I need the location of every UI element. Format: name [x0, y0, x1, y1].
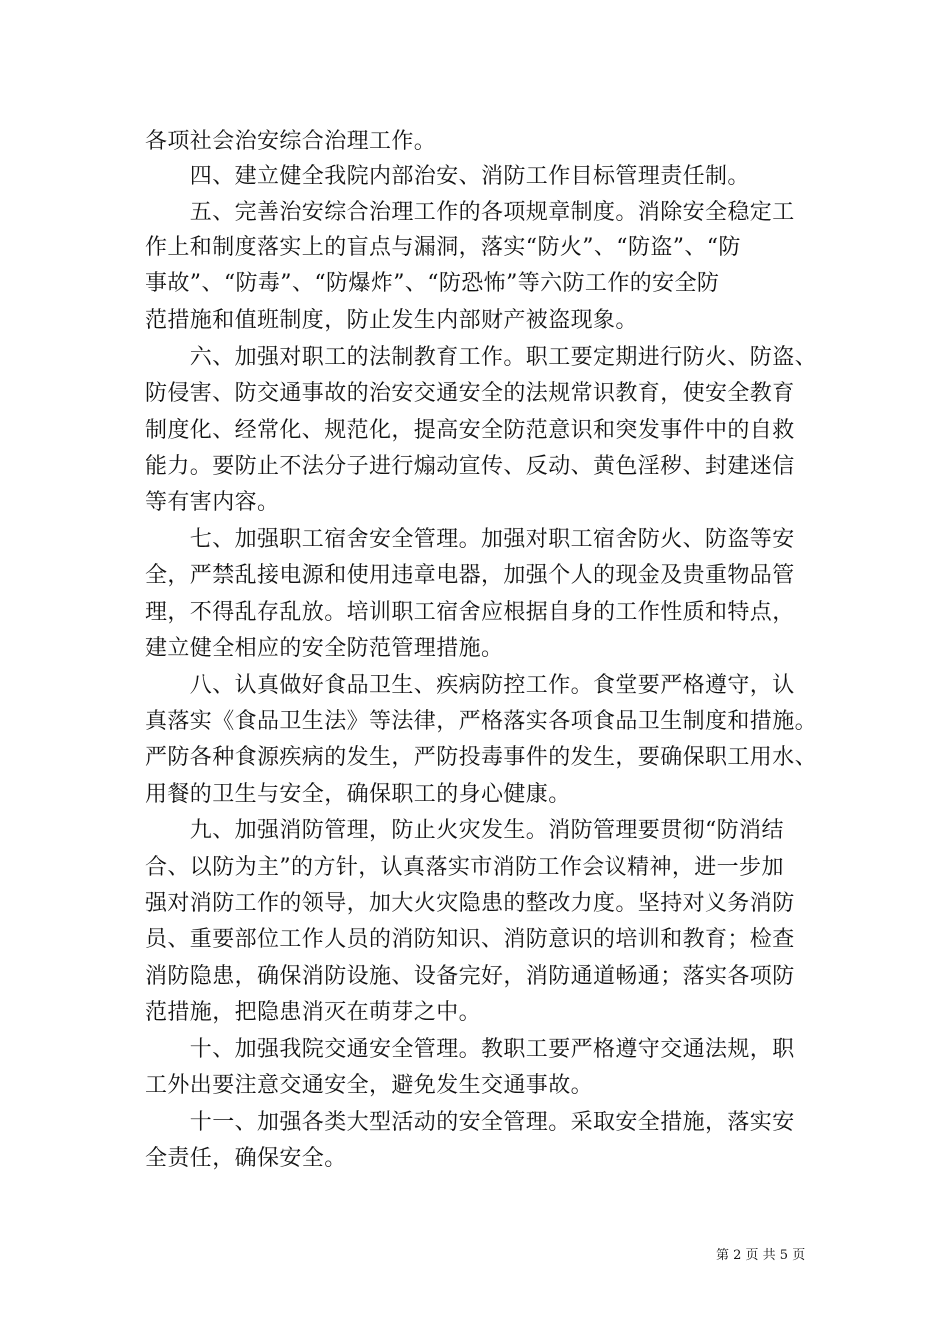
text-line: 范措施，把隐患消灭在萌芽之中。 — [145, 1000, 482, 1025]
text-line: 八、认真做好食品卫生、疾病防控工作。食堂要严格遵守，认 — [145, 673, 795, 698]
text-line: 十、加强我院交通安全管理。教职工要严格遵守交通法规，职 — [145, 1037, 795, 1062]
text-line: 消防隐患，确保消防设施、设备完好，消防通道畅通；落实各项防 — [145, 964, 795, 989]
text-line: 各项社会治安综合治理工作。 — [145, 129, 437, 154]
text-line: 理，不得乱存乱放。培训职工宿舍应根据自身的工作性质和特点， — [145, 600, 795, 625]
text-line: 等有害内容。 — [145, 490, 280, 515]
page-number: 第 2 页 共 5 页 — [716, 1248, 806, 1263]
text-line: 防侵害、防交通事故的治安交通安全的法规常识教育，使安全教育 — [145, 381, 795, 406]
text-line: 合、以防为主”的方针，认真落实市消防工作会议精神，进一步加 — [145, 855, 784, 880]
text-line: 事故”、“防毒”、“防爆炸”、“防恐怖”等六防工作的安全防 — [145, 271, 720, 296]
text-line: 建立健全相应的安全防范管理措施。 — [145, 636, 504, 661]
text-line: 员、重要部位工作人员的消防知识、消防意识的培训和教育；检查 — [145, 927, 795, 952]
text-line: 用餐的卫生与安全，确保职工的身心健康。 — [145, 782, 571, 807]
text-line: 全，严禁乱接电源和使用违章电器，加强个人的现金及贵重物品管 — [145, 563, 795, 588]
text-line: 制度化、经常化、规范化，提高安全防范意识和突发事件中的自救 — [145, 418, 795, 443]
text-line: 严防各种食源疾病的发生，严防投毒事件的发生，要确保职工用水、 — [145, 745, 818, 770]
text-line: 真落实《食品卫生法》等法律，严格落实各项食品卫生制度和措施。 — [145, 709, 818, 734]
text-line: 四、建立健全我院内部治安、消防工作目标管理责任制。 — [145, 164, 750, 189]
text-line: 工外出要注意交通安全，避免发生交通事故。 — [145, 1073, 594, 1098]
text-line: 全责任，确保安全。 — [145, 1146, 347, 1171]
text-line: 十一、加强各类大型活动的安全管理。采取安全措施，落实安 — [145, 1110, 795, 1135]
text-line: 范措施和值班制度，防止发生内部财产被盗现象。 — [145, 308, 638, 333]
text-line: 七、加强职工宿舍安全管理。加强对职工宿舍防火、防盗等安 — [145, 527, 795, 552]
text-line: 五、完善治安综合治理工作的各项规章制度。消除安全稳定工 — [145, 200, 795, 225]
text-line: 九、加强消防管理，防止火灾发生。消防管理要贯彻“防消结 — [145, 818, 784, 843]
text-line: 作上和制度落实上的盲点与漏洞，落实“防火”、“防盗”、“防 — [145, 235, 741, 260]
text-line: 能力。要防止不法分子进行煽动宣传、反动、黄色淫秽、封建迷信 — [145, 454, 795, 479]
text-line: 六、加强对职工的法制教育工作。职工要定期进行防火、防盗、 — [145, 345, 818, 370]
text-line: 强对消防工作的领导，加大火灾隐患的整改力度。坚持对义务消防 — [145, 891, 795, 916]
